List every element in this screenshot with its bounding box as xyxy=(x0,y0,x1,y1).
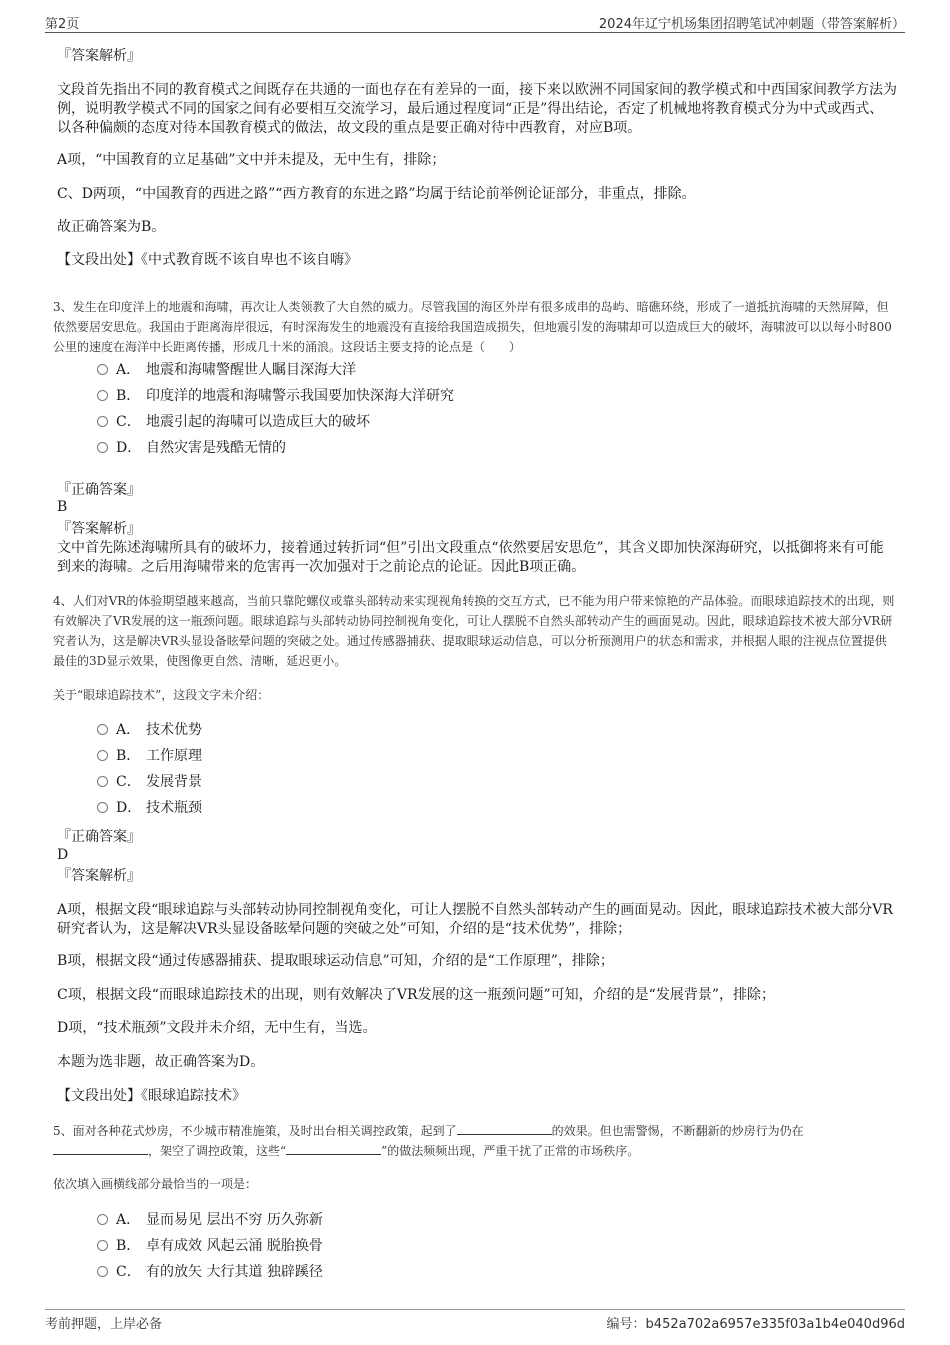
analysis-paragraph: C项，根据文段“而眼球追踪技术的出现，则有效解决了VR发展的这一瓶颈问题”可知，介绍的是“发展背景”，排除； xyxy=(57,987,775,1003)
radio-icon[interactable] xyxy=(97,750,108,761)
analysis-paragraph: 故正确答案为B。 xyxy=(57,219,166,235)
analysis-paragraph: D项，“技术瓶颈”文段并未介绍，无中生有，当选。 xyxy=(57,1020,377,1036)
correct-answer: B xyxy=(57,499,68,515)
option-d[interactable]: D． 技术瓶颈 xyxy=(97,799,202,817)
radio-icon[interactable] xyxy=(97,442,108,453)
radio-icon[interactable] xyxy=(97,390,108,401)
analysis-paragraph: A项，“中国教育的立足基础”文中并未提及，无中生有，排除； xyxy=(57,152,446,168)
source-citation: 【文段出处】《眼球追踪技术》 xyxy=(57,1088,246,1104)
option-b[interactable]: B． 工作原理 xyxy=(97,747,202,765)
radio-icon[interactable] xyxy=(97,416,108,427)
page-number: 第2页 xyxy=(45,17,80,32)
radio-icon[interactable] xyxy=(97,1214,108,1225)
analysis-paragraph: 本题为选非题，故正确答案为D。 xyxy=(57,1054,265,1070)
option-c[interactable]: C． 发展背景 xyxy=(97,773,202,791)
analysis-paragraph: 文中首先陈述海啸所具有的破坏力，接着通过转折词“但”引出文段重点“依然要居安思危”，其含义即加快深海研究，以抵御将来有可能到来的海啸。之后用海啸带来的危害再一次加强对于之前论点的论证。因此B项正确。 xyxy=(57,540,884,575)
analysis-label: 『答案解析』 xyxy=(57,868,141,884)
option-a[interactable]: A． 技术优势 xyxy=(97,721,202,739)
option-b[interactable]: B． 印度洋的地震和海啸警示我国要加快深海大洋研究 xyxy=(97,387,454,405)
question-prompt: 依次填入画横线部分最恰当的一项是： xyxy=(53,1177,258,1191)
document-id: 编号：b452a702a6957e335f03a1b4e040d96d xyxy=(606,1317,905,1332)
radio-icon[interactable] xyxy=(97,1266,108,1277)
question-text: 5、面对各种花式炒房，不少城市精准施策，及时出台相关调控政策，起到了 的效果。但也需警惕，不断翻新的炒房行为仍在，架空了调控政策，这些“ ”的做法频频出现，严重干扰了正常的市场秩序。 xyxy=(53,1124,804,1158)
option-a[interactable]: A． 显而易见 层出不穷 历久弥新 xyxy=(97,1211,323,1229)
source-citation: 【文段出处】《中式教育既不该自卑也不该自嗨》 xyxy=(57,252,358,268)
analysis-paragraph: B项，根据文段“通过传感器捕获、提取眼球运动信息”可知，介绍的是“工作原理”，排除； xyxy=(57,953,614,969)
footer-divider xyxy=(45,1309,905,1310)
correct-answer: D xyxy=(57,847,69,863)
analysis-paragraph: A项，根据文段“眼球追踪与头部转动协同控制视角变化，可让人摆脱不自然头部转动产生的画面晃动。因此，眼球追踪技术被大部分VR研究者认为，这是解决VR头显设备眩晕问题的突破之处”可知，介绍的是“技术优势”，排除； xyxy=(57,902,893,937)
analysis-paragraph: C、D两项，“中国教育的西进之路”“西方教育的东进之路”均属于结论前举例论证部分，非重点，排除。 xyxy=(57,186,696,202)
question-text: 3、发生在印度洋上的地震和海啸，再次让人类领教了大自然的威力。尽管我国的海区外岸有很多成串的岛屿、暗礁环绕，形成了一道抵抗海啸的天然屏障，但依然要居安思危。我国由于距离海岸很远，有时深海发生的地震没有直接给我国造成损失，但地震引发的海啸却可以造成巨大的破坏，海啸波可以以每小时800公里的速度在海洋中长距离传播，形成几十米的涌浪。这段话主要支持的论点是（ ） xyxy=(53,300,892,354)
option-c[interactable]: C． 有的放矢 大行其道 独辟蹊径 xyxy=(97,1263,323,1281)
option-d[interactable]: D． 自然灾害是残酷无情的 xyxy=(97,439,286,457)
header-divider xyxy=(45,32,905,33)
radio-icon[interactable] xyxy=(97,802,108,813)
correct-answer-label: 『正确答案』 xyxy=(57,482,141,498)
question-text: 4、人们对VR的体验期望越来越高，当前只靠陀螺仪或靠头部转动来实现视角转换的交互方式，已不能为用户带来惊艳的产品体验。而眼球追踪技术的出现，则有效解决了VR发展的这一瓶颈问题。眼球追踪与头部转动协同控制视角变化，可让人摆脱不自然头部转动产生的画面晃动。因此，眼球追踪技术被大部分VR研究者认为，这是解决VR头显设备眩晕问题的突破之处。通过传感器捕获、提取眼球运动信息，可以分析预测用户的状态和需求，并根据人眼的注视点位置提供最佳的3D显示效果，使图像更自然、清晰，延迟更小。 xyxy=(53,594,895,668)
question-prompt: 关于“眼球追踪技术”，这段文字未介绍： xyxy=(53,688,270,702)
radio-icon[interactable] xyxy=(97,364,108,375)
analysis-label: 『答案解析』 xyxy=(57,48,141,64)
analysis-label: 『答案解析』 xyxy=(57,521,141,537)
footer-slogan: 考前押题，上岸必备 xyxy=(45,1317,163,1332)
analysis-paragraph: 文段首先指出不同的教育模式之间既存在共通的一面也存在有差异的一面，接下来以欧洲不同国家间的教学模式和中西国家间教学方法为例，说明教学模式不同的国家之间有必要相互交流学习，最后通过程度词“正是”得出结论，否定了机械地将教育模式分为中式或西式、以各种偏颇的态度对待本国教育模式的做法，故文段的重点是要正确对待中西教育，对应B项。 xyxy=(57,82,897,136)
option-c[interactable]: C． 地震引起的海啸可以造成巨大的破坏 xyxy=(97,413,370,431)
option-a[interactable]: A． 地震和海啸警醒世人瞩目深海大洋 xyxy=(97,361,356,379)
document-title: 2024年辽宁机场集团招聘笔试冲刺题（带答案解析） xyxy=(598,17,905,32)
fill-blank xyxy=(457,1122,552,1135)
radio-icon[interactable] xyxy=(97,724,108,735)
option-b[interactable]: B． 卓有成效 风起云涌 脱胎换骨 xyxy=(97,1237,323,1255)
radio-icon[interactable] xyxy=(97,776,108,787)
fill-blank xyxy=(286,1142,381,1155)
radio-icon[interactable] xyxy=(97,1240,108,1251)
fill-blank xyxy=(53,1142,148,1155)
correct-answer-label: 『正确答案』 xyxy=(57,829,141,845)
